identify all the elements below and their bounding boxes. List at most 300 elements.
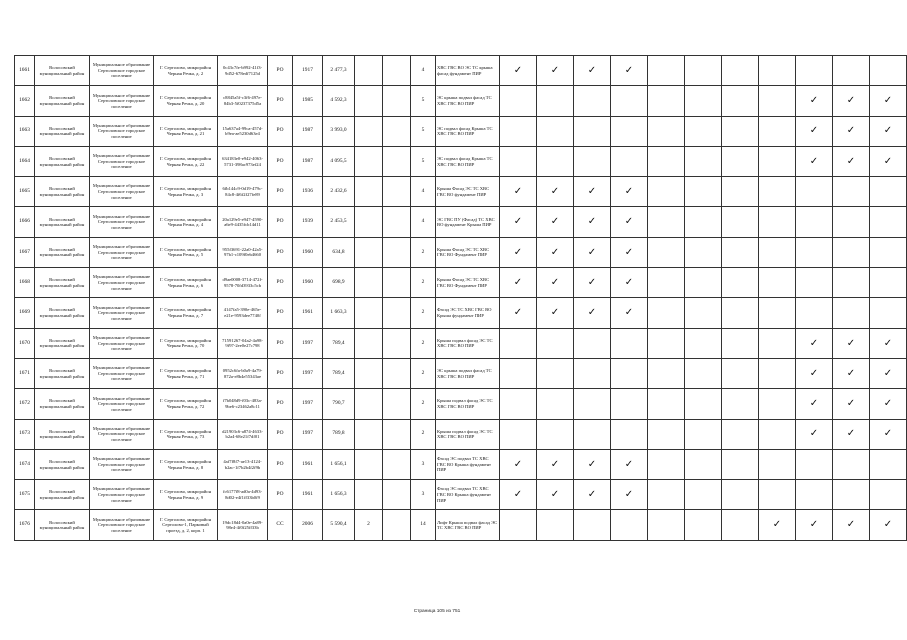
extra-count-cell — [355, 207, 383, 237]
fund-form-cell: РО — [268, 86, 293, 116]
fund-form-cell: РО — [268, 389, 293, 419]
empty-work-cell — [574, 86, 611, 116]
empty-work-cell — [796, 177, 833, 207]
empty-work-cell — [796, 207, 833, 237]
empty-work-cell — [722, 358, 759, 388]
empty-work-cell — [648, 207, 685, 237]
guid-cell: 15a637a4-99ca-457d-b9ea-ae5230d63e4 — [218, 116, 268, 146]
empty-work-cell — [722, 449, 759, 479]
check-mark-icon: ✓ — [574, 177, 611, 207]
table-row — [15, 146, 907, 176]
page-number-footer: Страница 105 из 751 — [413, 609, 461, 614]
fund-form-cell: РО — [268, 419, 293, 449]
guid-cell: f7b048d9-f03c-483a-9be6-c23462a8c11 — [218, 389, 268, 419]
empty-work-cell — [648, 298, 685, 328]
extra-count-cell-2 — [383, 298, 411, 328]
check-mark-icon: ✓ — [759, 510, 796, 540]
empty-work-cell — [759, 419, 796, 449]
table-row — [15, 328, 907, 358]
guid-cell: 0952c6fa-b0a9-4a79-872a-e8b4e55343ae — [218, 358, 268, 388]
check-mark-icon: ✓ — [574, 56, 611, 86]
empty-work-cell — [685, 146, 722, 176]
check-mark-icon: ✓ — [796, 86, 833, 116]
check-mark-icon: ✓ — [574, 237, 611, 267]
area-cell: 1 656,3 — [323, 480, 355, 510]
check-mark-icon: ✓ — [537, 480, 574, 510]
empty-work-cell — [648, 237, 685, 267]
fund-form-cell: РО — [268, 237, 293, 267]
empty-work-cell — [759, 389, 796, 419]
year-cell: 1939 — [293, 207, 323, 237]
check-mark-icon: ✓ — [500, 177, 537, 207]
empty-work-cell — [537, 419, 574, 449]
check-mark-icon: ✓ — [796, 116, 833, 146]
address-cell: Г. Сертолово, микрорайон Черная Речка, д. 9 — [154, 480, 218, 510]
empty-work-cell — [537, 116, 574, 146]
extra-count-cell-2 — [383, 116, 411, 146]
empty-work-cell — [759, 146, 796, 176]
empty-work-cell — [833, 268, 870, 298]
check-mark-icon: ✓ — [500, 207, 537, 237]
municipality-cell: Муниципальное образование Сертоловское городское поселение — [90, 86, 154, 116]
empty-work-cell — [648, 328, 685, 358]
district-cell: Волосовский муниципальный район — [35, 207, 90, 237]
empty-work-cell — [500, 389, 537, 419]
extra-count-cell — [355, 177, 383, 207]
extra-count-cell — [355, 116, 383, 146]
table-row — [15, 268, 907, 298]
row-number: 1668 — [15, 268, 35, 298]
extra-count-cell — [355, 480, 383, 510]
extra-count-cell-2 — [383, 358, 411, 388]
empty-work-cell — [759, 177, 796, 207]
area-cell: 789,4 — [323, 328, 355, 358]
empty-work-cell — [796, 237, 833, 267]
check-mark-icon: ✓ — [574, 268, 611, 298]
empty-work-cell — [759, 328, 796, 358]
area-cell: 2 453,5 — [323, 207, 355, 237]
empty-work-cell — [685, 449, 722, 479]
guid-cell: 955f3691-22a0-42a5-97b1-c109f0eb4660 — [218, 237, 268, 267]
check-mark-icon: ✓ — [611, 237, 648, 267]
floors-cell: 5 — [411, 86, 436, 116]
row-number: 1673 — [15, 419, 35, 449]
floors-cell: 2 — [411, 358, 436, 388]
empty-work-cell — [537, 389, 574, 419]
fund-form-cell: СС — [268, 510, 293, 540]
district-cell: Волосовский муниципальный район — [35, 328, 90, 358]
table-row — [15, 480, 907, 510]
floors-cell: 5 — [411, 116, 436, 146]
works-list-cell: ЭС подвал фасад Крыша ТС ХВС ГВС ВО ПИР — [436, 146, 500, 176]
table-row — [15, 177, 907, 207]
floors-cell: 3 — [411, 480, 436, 510]
empty-work-cell — [722, 510, 759, 540]
empty-work-cell — [833, 207, 870, 237]
fund-form-cell: РО — [268, 56, 293, 86]
extra-count-cell — [355, 419, 383, 449]
district-cell: Волосовский муниципальный район — [35, 298, 90, 328]
empty-work-cell — [722, 146, 759, 176]
area-cell: 1 663,3 — [323, 298, 355, 328]
municipality-cell: Муниципальное образование Сертоловское городское поселение — [90, 358, 154, 388]
check-mark-icon: ✓ — [833, 146, 870, 176]
municipality-cell: Муниципальное образование Сертоловское городское поселение — [90, 116, 154, 146]
fund-form-cell: РО — [268, 480, 293, 510]
empty-work-cell — [833, 298, 870, 328]
area-cell: 2 432,6 — [323, 177, 355, 207]
check-mark-icon: ✓ — [611, 268, 648, 298]
empty-work-cell — [611, 328, 648, 358]
check-mark-icon: ✓ — [611, 207, 648, 237]
empty-work-cell — [500, 116, 537, 146]
empty-work-cell — [796, 298, 833, 328]
check-mark-icon: ✓ — [537, 298, 574, 328]
extra-count-cell-2 — [383, 389, 411, 419]
check-mark-icon: ✓ — [537, 56, 574, 86]
empty-work-cell — [833, 177, 870, 207]
empty-work-cell — [648, 177, 685, 207]
check-mark-icon: ✓ — [833, 389, 870, 419]
guid-cell: 634183e0-e942-4063-5731-398ac973ef24 — [218, 146, 268, 176]
check-mark-icon: ✓ — [537, 449, 574, 479]
empty-work-cell — [870, 177, 907, 207]
empty-work-cell — [648, 419, 685, 449]
table-row — [15, 419, 907, 449]
check-mark-icon: ✓ — [500, 480, 537, 510]
extra-count-cell-2 — [383, 56, 411, 86]
guid-cell: 4147fa5-390e-465e-e21e-9593dee7740f — [218, 298, 268, 328]
check-mark-icon: ✓ — [500, 268, 537, 298]
empty-work-cell — [722, 268, 759, 298]
row-number: 1664 — [15, 146, 35, 176]
address-cell: Г. Сертолово, микрорайон Черная Речка, д. 6 — [154, 268, 218, 298]
empty-work-cell — [833, 449, 870, 479]
district-cell: Волосовский муниципальный район — [35, 56, 90, 86]
district-cell: Волосовский муниципальный район — [35, 116, 90, 146]
empty-work-cell — [722, 86, 759, 116]
year-cell: 1997 — [293, 358, 323, 388]
district-cell: Волосовский муниципальный район — [35, 237, 90, 267]
empty-work-cell — [722, 419, 759, 449]
guid-cell: 20a129e5-e947-4590-a6e9-4435fcb14d11 — [218, 207, 268, 237]
empty-work-cell — [870, 237, 907, 267]
empty-work-cell — [685, 419, 722, 449]
district-cell: Волосовский муниципальный район — [35, 419, 90, 449]
check-mark-icon: ✓ — [870, 146, 907, 176]
floors-cell: 5 — [411, 146, 436, 176]
check-mark-icon: ✓ — [870, 116, 907, 146]
row-number: 1675 — [15, 480, 35, 510]
year-cell: 2006 — [293, 510, 323, 540]
empty-work-cell — [722, 116, 759, 146]
year-cell: 1961 — [293, 480, 323, 510]
floors-cell: 4 — [411, 56, 436, 86]
row-number: 1669 — [15, 298, 35, 328]
municipality-cell: Муниципальное образование Сертоловское городское поселение — [90, 510, 154, 540]
fund-form-cell: РО — [268, 358, 293, 388]
empty-work-cell — [574, 358, 611, 388]
row-number: 1661 — [15, 56, 35, 86]
table-row — [15, 510, 907, 540]
empty-work-cell — [685, 86, 722, 116]
floors-cell: 3 — [411, 449, 436, 479]
area-cell: 790,7 — [323, 389, 355, 419]
fund-form-cell: РО — [268, 146, 293, 176]
document-table-page — [14, 55, 893, 541]
works-list-cell: Крыша Фасад ЭС ТС ХВС ГВС ВО Фундамент ПИР — [436, 237, 500, 267]
empty-work-cell — [611, 510, 648, 540]
fund-form-cell: РО — [268, 207, 293, 237]
extra-count-cell-2 — [383, 86, 411, 116]
guid-cell: d21903c6-a874-4633-b2a4-68e21f7df01 — [218, 419, 268, 449]
row-number: 1671 — [15, 358, 35, 388]
year-cell: 1936 — [293, 177, 323, 207]
check-mark-icon: ✓ — [537, 268, 574, 298]
guid-cell: 6fb144c9-0d19-479c-84c8-4f6f2f27fe89 — [218, 177, 268, 207]
municipality-cell: Муниципальное образование Сертоловское городское поселение — [90, 449, 154, 479]
guid-cell: 71591267-04a2-4a98-9f97-2ee0e27c798 — [218, 328, 268, 358]
empty-work-cell — [833, 56, 870, 86]
floors-cell: 14 — [411, 510, 436, 540]
row-number: 1672 — [15, 389, 35, 419]
area-cell: 634,8 — [323, 237, 355, 267]
fund-form-cell: РО — [268, 449, 293, 479]
extra-count-cell — [355, 389, 383, 419]
municipality-cell: Муниципальное образование Сертоловское городское поселение — [90, 237, 154, 267]
empty-work-cell — [759, 358, 796, 388]
empty-work-cell — [537, 86, 574, 116]
empty-work-cell — [574, 510, 611, 540]
check-mark-icon: ✓ — [537, 207, 574, 237]
municipality-cell: Муниципальное образование Сертоловское городское поселение — [90, 419, 154, 449]
check-mark-icon: ✓ — [870, 86, 907, 116]
municipality-cell: Муниципальное образование Сертоловское городское поселение — [90, 177, 154, 207]
works-list-cell: Лифт Крыша подвал фасад ЭС ТС ХВС ГВС ВО ПИР — [436, 510, 500, 540]
table-row — [15, 298, 907, 328]
works-list-cell: ЭС ГВС ПУ (Фасад) ТС ХВС ВО фундамент Крыша ПИР — [436, 207, 500, 237]
works-list-cell: ЭС крыша подвал фасад ТС ХВС ГВС ВО ПИР — [436, 86, 500, 116]
empty-work-cell — [500, 358, 537, 388]
check-mark-icon: ✓ — [833, 116, 870, 146]
address-cell: Г. Сертолово, микрорайон Черная Речка, д. 7 — [154, 298, 218, 328]
table-row — [15, 358, 907, 388]
check-mark-icon: ✓ — [500, 449, 537, 479]
extra-count-cell — [355, 237, 383, 267]
works-list-cell: Крыша Фасад ЭС ТС ХВС ГВС ВО Фундамент ПИР — [436, 268, 500, 298]
empty-work-cell — [500, 419, 537, 449]
works-list-cell: Крыша Фасад ЭС ТС ХВС ГВС ВО фундамент ПИР — [436, 177, 500, 207]
empty-work-cell — [685, 56, 722, 86]
empty-work-cell — [648, 480, 685, 510]
table-row — [15, 449, 907, 479]
row-number: 1667 — [15, 237, 35, 267]
floors-cell: 2 — [411, 237, 436, 267]
extra-count-cell-2 — [383, 237, 411, 267]
empty-work-cell — [796, 480, 833, 510]
extra-count-cell — [355, 449, 383, 479]
check-mark-icon: ✓ — [611, 480, 648, 510]
empty-work-cell — [648, 56, 685, 86]
empty-work-cell — [722, 389, 759, 419]
works-list-cell: ХВС ГВС ВО ЭС ТС крыша фасад фундамент ПИР — [436, 56, 500, 86]
extra-count-cell — [355, 268, 383, 298]
check-mark-icon: ✓ — [833, 328, 870, 358]
guid-cell: 19dc18d4-0a0e-4a89-98e4-4f0f25ff33b — [218, 510, 268, 540]
empty-work-cell — [685, 389, 722, 419]
empty-work-cell — [685, 480, 722, 510]
municipality-cell: Муниципальное образование Сертоловское городское поселение — [90, 298, 154, 328]
district-cell: Волосовский муниципальный район — [35, 449, 90, 479]
area-cell: 3 993,0 — [323, 116, 355, 146]
district-cell: Волосовский муниципальный район — [35, 146, 90, 176]
empty-work-cell — [833, 237, 870, 267]
address-cell: Г. Сертолово, микрорайон Черная Речка, д. 20 — [154, 86, 218, 116]
row-number: 1676 — [15, 510, 35, 540]
empty-work-cell — [685, 268, 722, 298]
check-mark-icon: ✓ — [611, 56, 648, 86]
district-cell: Волосовский муниципальный район — [35, 268, 90, 298]
check-mark-icon: ✓ — [870, 389, 907, 419]
empty-work-cell — [648, 146, 685, 176]
year-cell: 1961 — [293, 449, 323, 479]
year-cell: 1985 — [293, 86, 323, 116]
empty-work-cell — [685, 207, 722, 237]
empty-work-cell — [648, 268, 685, 298]
extra-count-cell-2 — [383, 146, 411, 176]
check-mark-icon: ✓ — [537, 237, 574, 267]
extra-count-cell — [355, 146, 383, 176]
address-cell: Г. Сертолово, микрорайон Черная Речка, д. 22 — [154, 146, 218, 176]
check-mark-icon: ✓ — [796, 510, 833, 540]
guid-cell: d9ae0008-3714-472f-9578-70fd3933c5cb — [218, 268, 268, 298]
year-cell: 1987 — [293, 116, 323, 146]
empty-work-cell — [648, 116, 685, 146]
row-number: 1674 — [15, 449, 35, 479]
extra-count-cell-2 — [383, 207, 411, 237]
guid-cell: 4af7f8f7-ae13-4124-b2ac-1f7b2b4f2f9b — [218, 449, 268, 479]
address-cell: Г. Сертолово, микрорайон Черная Речка, д. 71 — [154, 358, 218, 388]
year-cell: 1997 — [293, 419, 323, 449]
empty-work-cell — [611, 419, 648, 449]
check-mark-icon: ✓ — [500, 298, 537, 328]
check-mark-icon: ✓ — [796, 389, 833, 419]
empty-work-cell — [722, 328, 759, 358]
extra-count-cell-2 — [383, 328, 411, 358]
check-mark-icon: ✓ — [870, 328, 907, 358]
address-cell: Г. Сертолово, микрорайон Черная Речка, д. 73 — [154, 419, 218, 449]
year-cell: 1960 — [293, 237, 323, 267]
row-number: 1670 — [15, 328, 35, 358]
table-row — [15, 207, 907, 237]
empty-work-cell — [722, 298, 759, 328]
check-mark-icon: ✓ — [796, 328, 833, 358]
empty-work-cell — [796, 268, 833, 298]
check-mark-icon: ✓ — [537, 177, 574, 207]
year-cell: 1987 — [293, 146, 323, 176]
check-mark-icon: ✓ — [833, 419, 870, 449]
empty-work-cell — [574, 116, 611, 146]
empty-work-cell — [574, 146, 611, 176]
row-number: 1662 — [15, 86, 35, 116]
empty-work-cell — [611, 86, 648, 116]
fund-form-cell: РО — [268, 268, 293, 298]
works-list-cell: Фасад ЭС подвал ТС ХВС ГВС ВО Крыша фундамент ПИР — [436, 449, 500, 479]
empty-work-cell — [685, 510, 722, 540]
check-mark-icon: ✓ — [611, 298, 648, 328]
empty-work-cell — [611, 389, 648, 419]
extra-count-cell-2 — [383, 268, 411, 298]
address-cell: Г. Сертолово, микрорайон Черная Речка, д. 70 — [154, 328, 218, 358]
municipality-cell: Муниципальное образование Сертоловское городское поселение — [90, 389, 154, 419]
empty-work-cell — [611, 146, 648, 176]
address-cell: Г. Сертолово, микрорайон Черная Речка, д. 2 — [154, 56, 218, 86]
municipality-cell: Муниципальное образование Сертоловское городское поселение — [90, 56, 154, 86]
empty-work-cell — [722, 177, 759, 207]
empty-work-cell — [759, 207, 796, 237]
row-number: 1665 — [15, 177, 35, 207]
works-list-cell: Фасад ЭС ТС ХВС ГВС ВО Крыша фундамент ПИР — [436, 298, 500, 328]
check-mark-icon: ✓ — [796, 358, 833, 388]
check-mark-icon: ✓ — [833, 86, 870, 116]
empty-work-cell — [685, 177, 722, 207]
district-cell: Волосовский муниципальный район — [35, 358, 90, 388]
empty-work-cell — [611, 358, 648, 388]
repair-schedule-table — [14, 55, 907, 541]
guid-cell: fc6177f8-ad0a-4d93-8d02-e4f1ff33b0f9 — [218, 480, 268, 510]
table-row — [15, 116, 907, 146]
empty-work-cell — [870, 207, 907, 237]
empty-work-cell — [759, 56, 796, 86]
area-cell: 698,9 — [323, 268, 355, 298]
empty-work-cell — [537, 146, 574, 176]
table-row — [15, 56, 907, 86]
address-cell: Г. Сертолово, микрорайон Черная Речка, д. 5 — [154, 237, 218, 267]
empty-work-cell — [870, 56, 907, 86]
empty-work-cell — [648, 86, 685, 116]
extra-count-cell-2 — [383, 510, 411, 540]
municipality-cell: Муниципальное образование Сертоловское городское поселение — [90, 328, 154, 358]
empty-work-cell — [537, 328, 574, 358]
check-mark-icon: ✓ — [500, 237, 537, 267]
year-cell: 1960 — [293, 268, 323, 298]
empty-work-cell — [648, 510, 685, 540]
empty-work-cell — [574, 328, 611, 358]
address-cell: Г. Сертолово, микрорайон Черная Речка, д. 21 — [154, 116, 218, 146]
empty-work-cell — [722, 56, 759, 86]
empty-work-cell — [685, 116, 722, 146]
municipality-cell: Муниципальное образование Сертоловское городское поселение — [90, 146, 154, 176]
check-mark-icon: ✓ — [870, 358, 907, 388]
empty-work-cell — [870, 298, 907, 328]
district-cell: Волосовский муниципальный район — [35, 510, 90, 540]
district-cell: Волосовский муниципальный район — [35, 389, 90, 419]
floors-cell: 2 — [411, 419, 436, 449]
year-cell: 1997 — [293, 389, 323, 419]
address-cell: Г. Сертолово, микрорайон Черная Речка, д. 3 — [154, 177, 218, 207]
empty-work-cell — [722, 480, 759, 510]
address-cell: Г. Сертолово, микрорайон Сертолово-1, Парковый проезд, д. 2, корп. 1 — [154, 510, 218, 540]
works-list-cell: ЭС подвал фасад Крыша ТС ХВС ГВС ВО ПИР — [436, 116, 500, 146]
check-mark-icon: ✓ — [796, 146, 833, 176]
empty-work-cell — [759, 116, 796, 146]
empty-work-cell — [759, 449, 796, 479]
empty-work-cell — [685, 298, 722, 328]
empty-work-cell — [500, 86, 537, 116]
empty-work-cell — [759, 237, 796, 267]
area-cell: 789,8 — [323, 419, 355, 449]
empty-work-cell — [611, 116, 648, 146]
